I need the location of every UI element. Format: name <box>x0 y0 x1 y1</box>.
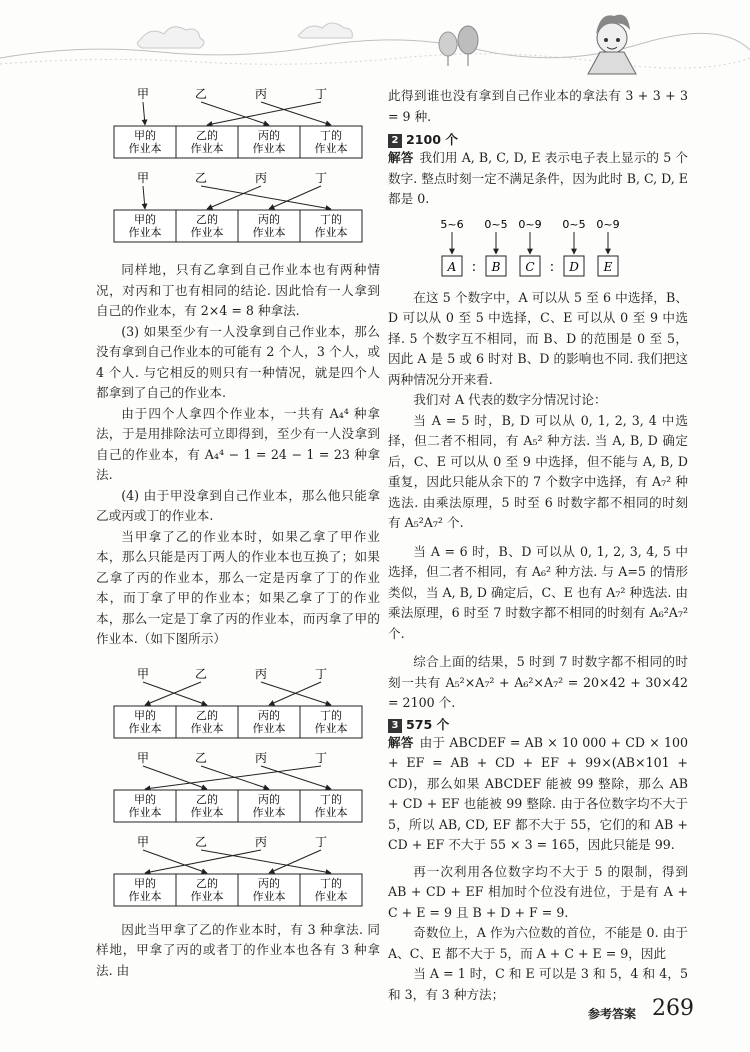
person-label: 甲 <box>136 666 150 681</box>
paragraph: 当 A = 1 时，C 和 E 可以是 3 和 5，4 和 4，5 和 3，有 3 种方法； <box>388 966 688 1002</box>
box-label: 甲的 <box>134 708 156 722</box>
person-label: 甲 <box>136 834 150 849</box>
box-label: 作业本 <box>314 889 348 903</box>
box-label: 作业本 <box>314 721 348 735</box>
diagram-2 <box>108 170 368 246</box>
arrow <box>143 102 145 125</box>
paragraph: (4) 由于甲没拿到自己作业本，那么他只能拿乙或丙或丁的作业本. <box>96 487 380 523</box>
person-label: 丁 <box>314 87 328 101</box>
box-label: 乙的 <box>196 792 218 806</box>
box-label: 丙的 <box>258 792 280 806</box>
box-label: 作业本 <box>252 721 286 735</box>
person-label: 乙 <box>194 666 208 681</box>
section-answer: 2100 个 <box>406 132 459 147</box>
digit-letter: D <box>569 259 579 274</box>
footer-label: 参考答案 <box>588 1007 637 1021</box>
answer-label: 解答 <box>388 150 414 165</box>
page-number: 269 <box>652 996 694 1021</box>
box-label: 乙的 <box>196 129 218 142</box>
diagram-5 <box>108 834 368 910</box>
box-label: 丁的 <box>320 213 342 226</box>
paragraph: 由于四个人拿四个作业本，一共有 A₄⁴ 种拿法，于是用排除法可立即得到，至少有一人没拿到自己的作业本，有 A₄⁴ − 1 = 24 − 1 = 23 种拿法. <box>96 405 380 482</box>
person-label: 乙 <box>194 87 208 101</box>
paragraph: 同样地，只有乙拿到自己作业本也有两种情况，对丙和丁也有相同的结论. 因此恰有一人拿到自己的作业本，有 2×4 = 8 种拿法. <box>96 262 380 318</box>
box-label: 丁的 <box>320 708 342 722</box>
box-label: 作业本 <box>252 805 286 819</box>
box-label: 丙的 <box>258 876 280 890</box>
box-label: 甲的 <box>134 792 156 806</box>
box-label: 作业本 <box>128 889 162 903</box>
arrow <box>207 186 261 209</box>
person-label: 甲 <box>136 87 150 101</box>
box-label: 作业本 <box>128 226 162 239</box>
person-label: 丙 <box>254 834 268 849</box>
arrow <box>201 102 269 125</box>
range-label: 0~9 <box>596 217 620 231</box>
paragraph: 解答 由于 ABCDEF = AB × 10 000 + CD × 100 + EF = AB + CD + EF + 99×(AB×101 + CD)，那么如果 ABCDEF 能被 99 整除，那么 AB + CD + EF 也能被 99 整除. 由于各位数字均不大于 5，所以 AB, CD, EF 都不大于 55，它们的和 AB + CD + EF 不大于 55 × 3 = 165，因此只能是 99. <box>388 734 688 852</box>
person-label: 丁 <box>314 666 328 681</box>
diagram-1 <box>108 86 368 162</box>
box-label: 甲的 <box>134 129 156 142</box>
range-label: 0~5 <box>484 217 508 231</box>
cartoon-girl-icon <box>588 15 636 74</box>
box-label: 作业本 <box>190 889 224 903</box>
paragraph: 奇数位上，A 作为六位数的首位，不能是 0. 由于 A、C、E 都不大于 5，而 A + C + E = 9，因此 <box>388 925 688 961</box>
box-label: 作业本 <box>314 805 348 819</box>
arrow <box>269 682 321 705</box>
box-label: 作业本 <box>190 226 224 239</box>
tree-icon <box>439 32 457 56</box>
box-label: 丁的 <box>320 129 342 142</box>
range-label: 5~6 <box>440 217 464 231</box>
digit-letter: C <box>525 259 535 274</box>
box-label: 作业本 <box>314 142 348 155</box>
paragraph: 我们对 A 代表的数字分情况讨论： <box>413 392 607 407</box>
paragraph: 在这 5 个数字中，A 可以从 5 至 6 中选择，B、D 可以从 0 至 5 中选择，C、E 可以从 0 至 9 中选择. 5 个数字互不相同，而 B、D 的范围是 0 至 5，因此 A 是 5 或 6 时对 B、D 的影响也不同. 我们把这两种情况分开来看. <box>388 289 688 387</box>
arrow <box>261 102 331 125</box>
box-label: 作业本 <box>252 142 286 155</box>
section-number-badge: 3 <box>388 719 402 733</box>
paragraph: 解答 我们用 A, B, C, D, E 表示电子表上显示的 5 个数字. 整点时刻一定不满足条件，因为此时 B, C, D, E 都是 0. <box>388 150 688 206</box>
answer-label: 解答 <box>388 734 414 750</box>
range-label: 0~9 <box>518 217 542 231</box>
person-label: 丁 <box>314 171 328 185</box>
paragraph: 再一次利用各位数字均不大于 5 的限制，得到 AB + CD + EF 相加时个位没有进位，于是有 A + C + E = 9 且 B + D + F = 9. <box>388 863 688 920</box>
box-label: 丁的 <box>320 792 342 806</box>
box-label: 丙的 <box>258 213 280 226</box>
diagram-3 <box>108 666 368 742</box>
digit-letter: E <box>603 259 613 274</box>
header-decoration <box>0 0 750 80</box>
person-label: 丙 <box>254 87 268 101</box>
digit-letter: A <box>447 259 457 274</box>
box-label: 作业本 <box>314 226 348 239</box>
box-label: 丙的 <box>258 708 280 722</box>
box-label: 作业本 <box>128 142 162 155</box>
box-label: 乙的 <box>196 876 218 890</box>
section-heading-3 <box>388 714 688 733</box>
box-label: 作业本 <box>252 226 286 239</box>
digit-letter: B <box>491 259 501 274</box>
box-label: 甲的 <box>134 213 156 226</box>
person-label: 丙 <box>254 750 268 765</box>
paragraph: 因此当甲拿了乙的作业本时，有 3 种拿法. 同样地，甲拿了丙的或者丁的作业本也各有 3 种拿法. 由 <box>96 921 380 978</box>
arrow <box>145 850 261 873</box>
arrow <box>201 186 331 209</box>
paragraph: (3) 如果至少有一人没拿到自己作业本，那么没有拿到自己作业本的可能有 2 个人，3 个人，或 4 个人. 与它相反的则只有一种情况，就是四个人都拿到了自己的作业本. <box>96 323 380 400</box>
box-label: 乙的 <box>196 213 218 226</box>
box-label: 甲的 <box>134 876 156 890</box>
person-label: 丙 <box>254 171 268 185</box>
arrow <box>201 850 331 873</box>
section-answer: 575 个 <box>406 716 450 732</box>
box-label: 作业本 <box>128 721 162 735</box>
paragraph: 当 A = 5 时，B, D 可以从 0, 1, 2, 3, 4 中选择，但二者不相同，有 A₅² 种方法. 当 A, B, D 确定后，C、E 可以从 0 至 9 中选择，但不能与 A, B, D 重复，因此只能从余下的 7 个数字中选择，有 A₇² 种选法. 由乘法原理，5 时至 6 时数字都不相同的时刻有 A₅²A₇² 个. <box>388 412 688 530</box>
box-label: 丁的 <box>320 876 342 890</box>
person-label: 丁 <box>314 750 328 765</box>
box-label: 作业本 <box>190 142 224 155</box>
box-label: 作业本 <box>190 805 224 819</box>
box-label: 作业本 <box>128 805 162 819</box>
arrow <box>143 186 145 209</box>
person-label: 乙 <box>194 834 208 849</box>
person-label: 乙 <box>194 171 208 185</box>
box-label: 丙的 <box>258 129 280 142</box>
arrow <box>143 850 207 873</box>
person-label: 丁 <box>314 834 328 849</box>
box-label: 作业本 <box>190 721 224 735</box>
range-label: 0~5 <box>562 217 586 231</box>
tree-icon-2 <box>458 26 478 54</box>
person-label: 乙 <box>194 750 208 765</box>
paragraph: 此得到谁也没有拿到自己作业本的拿法有 3 + 3 + 3 = 9 种. <box>388 88 688 124</box>
colon-separator: : <box>471 259 477 275</box>
arrow <box>207 102 321 125</box>
paragraph: 当 A = 6 时，B、D 可以从 0, 1, 2, 3, 4, 5 中选择，但二者不相同，有 A₆² 种方法. 与 A=5 的情形类似，当 A, B, D 确定后，C、E 也有 A₇² 种选法. 由乘法原理，6 时至 7 时数字都不相同的时刻有 A₆²A₇² 个. <box>388 543 688 641</box>
digit-diagram <box>428 216 648 284</box>
paragraph: 当甲拿了乙的作业本时，如果乙拿了甲作业本，那么只能是丙丁两人的作业本也互换了；如果乙拿了丙的作业本，那么一定是丙拿了丁的作业本，而丁拿了甲的作业本；如果乙拿了丁的作业本，那么一定是丁拿了丙的作业本，而丙拿了甲的作业本.（如下图所示） <box>96 528 380 646</box>
right-column <box>388 86 688 1005</box>
section-number-badge: 2 <box>388 134 402 148</box>
person-label: 丙 <box>254 666 268 681</box>
diagram-4 <box>108 750 368 826</box>
left-column <box>96 86 380 981</box>
paragraph: 综合上面的结果，5 时到 7 时数字都不相同的时刻一共有 A₅²×A₇² + A₆²×A₇² = 20×42 + 30×42 = 2100 个. <box>388 654 688 710</box>
box-label: 作业本 <box>252 889 286 903</box>
box-label: 乙的 <box>196 708 218 722</box>
section-heading-2 <box>388 129 688 148</box>
person-label: 甲 <box>136 171 150 185</box>
person-label: 甲 <box>136 750 150 765</box>
colon-separator: : <box>549 259 555 275</box>
